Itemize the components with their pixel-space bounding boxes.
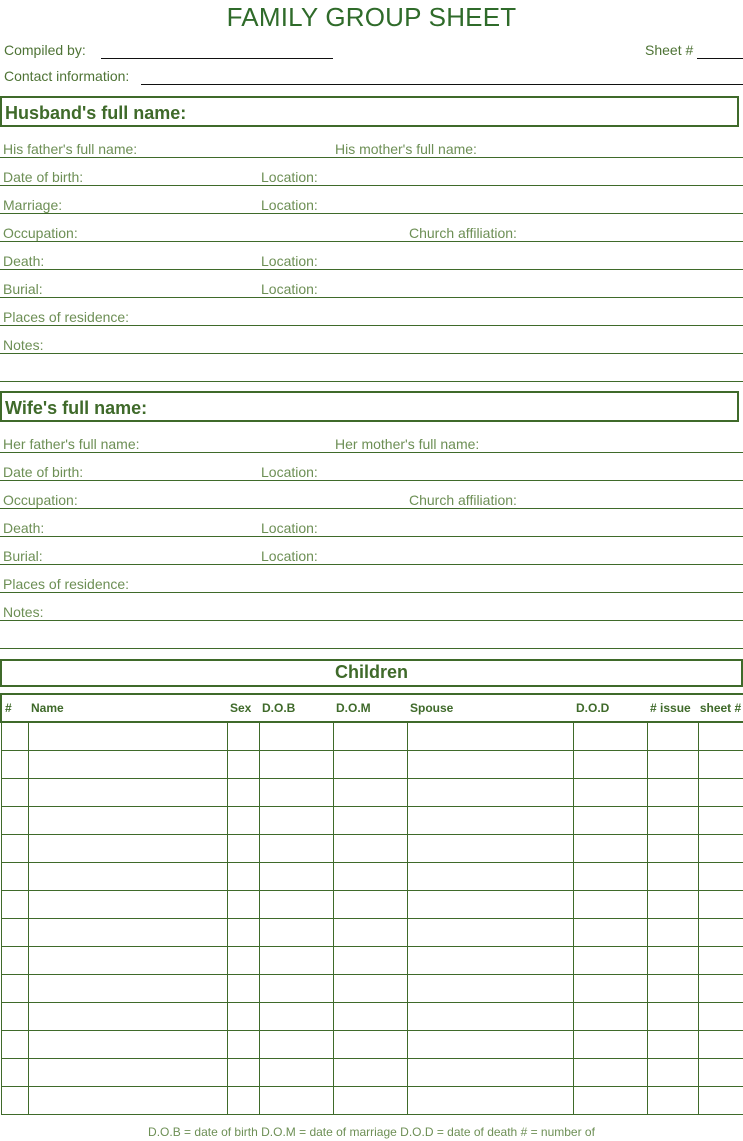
husband-notes-line-2[interactable] (0, 381, 743, 382)
cell-dob[interactable] (259, 975, 333, 1003)
cell-sheet[interactable] (698, 919, 743, 947)
cell-dom[interactable] (333, 1059, 407, 1087)
children-table (0, 693, 743, 1115)
husband-burial-label: Burial: (3, 281, 43, 297)
cell-spouse[interactable] (407, 891, 573, 919)
cell-dom[interactable] (333, 722, 407, 751)
col-sex: Sex (227, 694, 259, 722)
cell-issue[interactable] (647, 975, 698, 1003)
wife-occupation-line[interactable] (0, 508, 743, 509)
cell-sheet[interactable] (698, 975, 743, 1003)
sheet-number-field[interactable] (697, 58, 743, 59)
table-row (1, 1087, 743, 1115)
children-header-row (1, 694, 743, 722)
table-row (1, 975, 743, 1003)
cell-spouse[interactable] (407, 751, 573, 779)
cell-issue[interactable] (647, 807, 698, 835)
col-dom: D.O.M (333, 694, 407, 722)
cell-sheet[interactable] (698, 722, 743, 751)
cell-spouse[interactable] (407, 863, 573, 891)
table-row (1, 751, 743, 779)
cell-dob[interactable] (259, 722, 333, 751)
cell-sex[interactable] (227, 722, 259, 751)
cell-issue[interactable] (647, 947, 698, 975)
cell-issue[interactable] (647, 863, 698, 891)
husband-notes-label: Notes: (3, 337, 44, 353)
cell-spouse[interactable] (407, 947, 573, 975)
col-name: Name (28, 694, 227, 722)
cell-dob[interactable] (259, 751, 333, 779)
cell-dod[interactable] (573, 1003, 647, 1031)
husband-name-label: Husband's full name: (5, 103, 187, 123)
cell-dom[interactable] (333, 751, 407, 779)
cell-number[interactable] (1, 947, 28, 975)
cell-issue[interactable] (647, 1059, 698, 1087)
cell-dod[interactable] (573, 1087, 647, 1115)
children-title: Children (334, 662, 408, 682)
wife-parents-line[interactable] (0, 452, 743, 453)
cell-sex[interactable] (227, 975, 259, 1003)
children-table-body (1, 722, 743, 1115)
wife-father-label: Her father's full name: (3, 436, 140, 452)
col-spouse: Spouse (407, 694, 573, 722)
wife-mother-label: Her mother's full name: (335, 436, 480, 452)
cell-sex[interactable] (227, 1087, 259, 1115)
cell-dom[interactable] (333, 891, 407, 919)
cell-dob[interactable] (259, 1087, 333, 1115)
cell-dob[interactable] (259, 835, 333, 863)
wife-residence-line[interactable] (0, 592, 743, 593)
cell-dod[interactable] (573, 919, 647, 947)
cell-name[interactable] (28, 1059, 227, 1087)
cell-dom[interactable] (333, 947, 407, 975)
cell-dod[interactable] (573, 779, 647, 807)
cell-sheet[interactable] (698, 1031, 743, 1059)
cell-dod[interactable] (573, 1031, 647, 1059)
wife-notes-label: Notes: (3, 604, 44, 620)
husband-burial-line[interactable] (0, 297, 743, 298)
cell-spouse[interactable] (407, 779, 573, 807)
cell-dom[interactable] (333, 835, 407, 863)
husband-occupation-label: Occupation: (3, 225, 78, 241)
cell-dob[interactable] (259, 807, 333, 835)
cell-dob[interactable] (259, 919, 333, 947)
col-number: # (1, 694, 28, 722)
cell-number[interactable] (1, 891, 28, 919)
cell-sheet[interactable] (698, 1087, 743, 1115)
cell-sex[interactable] (227, 835, 259, 863)
cell-number[interactable] (1, 722, 28, 751)
wife-death-location-label: Location: (261, 520, 318, 536)
cell-dom[interactable] (333, 1003, 407, 1031)
cell-number[interactable] (1, 807, 28, 835)
wife-occupation-label: Occupation: (3, 492, 78, 508)
cell-dom[interactable] (333, 863, 407, 891)
cell-number[interactable] (1, 863, 28, 891)
table-row (1, 1031, 743, 1059)
wife-notes-line[interactable] (0, 620, 743, 621)
cell-sheet[interactable] (698, 751, 743, 779)
cell-dom[interactable] (333, 919, 407, 947)
col-issue: # issue (647, 694, 698, 722)
cell-spouse[interactable] (407, 1087, 573, 1115)
wife-name-label: Wife's full name: (5, 398, 148, 418)
cell-dob[interactable] (259, 1003, 333, 1031)
cell-dom[interactable] (333, 975, 407, 1003)
cell-issue[interactable] (647, 722, 698, 751)
table-row (1, 835, 743, 863)
cell-sex[interactable] (227, 1031, 259, 1059)
cell-spouse[interactable] (407, 1031, 573, 1059)
cell-number[interactable] (1, 1087, 28, 1115)
wife-death-label: Death: (3, 520, 45, 536)
cell-sex[interactable] (227, 863, 259, 891)
table-row (1, 891, 743, 919)
cell-sex[interactable] (227, 807, 259, 835)
cell-spouse[interactable] (407, 807, 573, 835)
cell-name[interactable] (28, 835, 227, 863)
cell-name[interactable] (28, 947, 227, 975)
cell-name[interactable] (28, 1031, 227, 1059)
cell-spouse[interactable] (407, 975, 573, 1003)
cell-number[interactable] (1, 1031, 28, 1059)
cell-sheet[interactable] (698, 863, 743, 891)
cell-dom[interactable] (333, 807, 407, 835)
cell-sex[interactable] (227, 947, 259, 975)
husband-death-label: Death: (3, 253, 45, 269)
husband-marriage-label: Marriage: (3, 197, 63, 213)
husband-dob-label: Date of birth: (3, 169, 84, 185)
husband-death-location-label: Location: (261, 253, 318, 269)
cell-number[interactable] (1, 751, 28, 779)
cell-number[interactable] (1, 919, 28, 947)
cell-issue[interactable] (647, 1087, 698, 1115)
sheet-number-label: Sheet # (645, 42, 694, 58)
cell-dob[interactable] (259, 947, 333, 975)
cell-dod[interactable] (573, 891, 647, 919)
table-row (1, 863, 743, 891)
cell-issue[interactable] (647, 751, 698, 779)
cell-sex[interactable] (227, 919, 259, 947)
cell-sheet[interactable] (698, 947, 743, 975)
contact-info-field[interactable] (141, 84, 743, 85)
cell-issue[interactable] (647, 1031, 698, 1059)
cell-name[interactable] (28, 891, 227, 919)
husband-burial-location-label: Location: (261, 281, 318, 297)
cell-dob[interactable] (259, 1059, 333, 1087)
cell-sex[interactable] (227, 891, 259, 919)
cell-sex[interactable] (227, 1003, 259, 1031)
husband-residence-line[interactable] (0, 325, 743, 326)
contact-info-label: Contact information: (4, 68, 130, 84)
cell-dod[interactable] (573, 947, 647, 975)
footer-legend: D.O.B = date of birth D.O.M = date of marriage D.O.D = date of death # = number of (148, 1125, 595, 1139)
wife-residence-label: Places of residence: (3, 576, 130, 592)
col-dob: D.O.B (259, 694, 333, 722)
table-row (1, 947, 743, 975)
cell-name[interactable] (28, 807, 227, 835)
wife-burial-line[interactable] (0, 564, 743, 565)
col-sheet: sheet # (698, 694, 743, 722)
cell-dob[interactable] (259, 779, 333, 807)
cell-sheet[interactable] (698, 1003, 743, 1031)
col-dod: D.O.D (573, 694, 647, 722)
wife-burial-label: Burial: (3, 548, 43, 564)
wife-dob-label: Date of birth: (3, 464, 84, 480)
cell-issue[interactable] (647, 779, 698, 807)
cell-issue[interactable] (647, 1003, 698, 1031)
table-row (1, 779, 743, 807)
husband-marriage-location-label: Location: (261, 197, 318, 213)
cell-issue[interactable] (647, 919, 698, 947)
cell-dod[interactable] (573, 975, 647, 1003)
cell-spouse[interactable] (407, 1059, 573, 1087)
cell-dob[interactable] (259, 863, 333, 891)
husband-occupation-line[interactable] (0, 241, 743, 242)
husband-church-label: Church affiliation: (409, 225, 517, 241)
cell-name[interactable] (28, 863, 227, 891)
table-row (1, 1059, 743, 1087)
cell-number[interactable] (1, 1059, 28, 1087)
page-title: FAMILY GROUP SHEET (226, 2, 517, 32)
cell-sheet[interactable] (698, 1059, 743, 1087)
husband-notes-line[interactable] (0, 353, 743, 354)
cell-number[interactable] (1, 975, 28, 1003)
wife-dob-line[interactable] (0, 480, 743, 481)
cell-dod[interactable] (573, 1059, 647, 1087)
husband-residence-label: Places of residence: (3, 309, 130, 325)
cell-name[interactable] (28, 1087, 227, 1115)
cell-sex[interactable] (227, 1059, 259, 1087)
husband-dob-line[interactable] (0, 185, 743, 186)
wife-dob-location-label: Location: (261, 464, 318, 480)
wife-burial-location-label: Location: (261, 548, 318, 564)
husband-mother-label: His mother's full name: (335, 141, 477, 157)
husband-marriage-line[interactable] (0, 213, 743, 214)
cell-name[interactable] (28, 779, 227, 807)
cell-dom[interactable] (333, 779, 407, 807)
cell-number[interactable] (1, 779, 28, 807)
cell-spouse[interactable] (407, 835, 573, 863)
cell-issue[interactable] (647, 891, 698, 919)
table-row (1, 807, 743, 835)
cell-name[interactable] (28, 722, 227, 751)
cell-spouse[interactable] (407, 919, 573, 947)
cell-sheet[interactable] (698, 891, 743, 919)
cell-name[interactable] (28, 751, 227, 779)
table-row (1, 1003, 743, 1031)
cell-sheet[interactable] (698, 779, 743, 807)
cell-name[interactable] (28, 975, 227, 1003)
husband-parents-line[interactable] (0, 157, 743, 158)
cell-dom[interactable] (333, 1031, 407, 1059)
cell-sex[interactable] (227, 779, 259, 807)
cell-dod[interactable] (573, 835, 647, 863)
cell-name[interactable] (28, 919, 227, 947)
table-row (1, 722, 743, 751)
cell-dod[interactable] (573, 751, 647, 779)
cell-dod[interactable] (573, 863, 647, 891)
cell-dob[interactable] (259, 891, 333, 919)
cell-issue[interactable] (647, 835, 698, 863)
compiled-by-field[interactable] (101, 58, 333, 59)
husband-father-label: His father's full name: (3, 141, 138, 157)
cell-number[interactable] (1, 1003, 28, 1031)
table-row (1, 919, 743, 947)
cell-name[interactable] (28, 1003, 227, 1031)
cell-sheet[interactable] (698, 807, 743, 835)
cell-spouse[interactable] (407, 722, 573, 751)
cell-dod[interactable] (573, 807, 647, 835)
husband-death-line[interactable] (0, 269, 743, 270)
husband-dob-location-label: Location: (261, 169, 318, 185)
cell-dom[interactable] (333, 1087, 407, 1115)
compiled-by-label: Compiled by: (4, 42, 86, 58)
cell-sheet[interactable] (698, 835, 743, 863)
wife-church-label: Church affiliation: (409, 492, 517, 508)
cell-dob[interactable] (259, 1031, 333, 1059)
wife-notes-line-2[interactable] (0, 648, 743, 649)
wife-death-line[interactable] (0, 536, 743, 537)
cell-sex[interactable] (227, 751, 259, 779)
cell-number[interactable] (1, 835, 28, 863)
cell-dod[interactable] (573, 722, 647, 751)
cell-spouse[interactable] (407, 1003, 573, 1031)
